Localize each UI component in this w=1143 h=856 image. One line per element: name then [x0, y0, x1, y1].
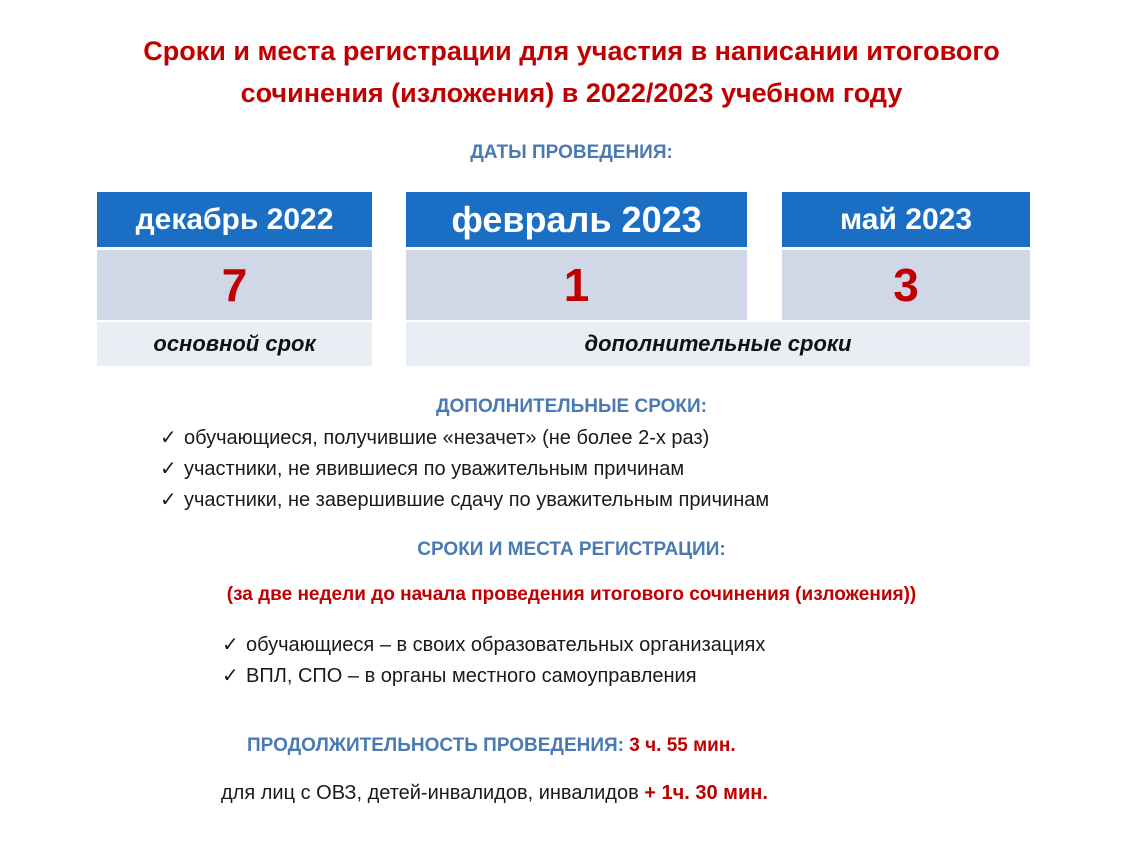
dates-heading: ДАТЫ ПРОВЕДЕНИЯ:	[470, 142, 673, 163]
date-month: май 2023	[782, 192, 1030, 247]
registration-heading: СРОКИ И МЕСТА РЕГИСТРАЦИИ:	[417, 539, 726, 560]
date-box-may	[782, 192, 1030, 320]
list-item: ✓ обучающиеся, получившие «незачет» (не более 2-х раз)	[160, 423, 769, 454]
main-term-note: основной срок	[97, 322, 372, 366]
date-box-february	[406, 192, 747, 320]
check-icon: ✓	[222, 665, 239, 687]
date-day: 3	[782, 250, 1030, 320]
check-icon: ✓	[222, 634, 239, 656]
additional-terms-note: дополнительные сроки	[406, 322, 1030, 366]
duration-line	[247, 735, 736, 757]
date-box-december	[97, 192, 372, 320]
duration-value: 3 ч. 55 мин.	[629, 735, 736, 756]
duration-extra-line	[221, 782, 768, 805]
date-day: 7	[97, 250, 372, 320]
check-icon: ✓	[160, 427, 177, 449]
title-line-2: сочинения (изложения) в 2022/2023 учебном году	[240, 78, 903, 108]
registration-list	[222, 630, 765, 692]
page-title	[40, 30, 1103, 114]
duration-extra-value: + 1ч. 30 мин.	[644, 782, 768, 804]
additional-heading: ДОПОЛНИТЕЛЬНЫЕ СРОКИ:	[435, 396, 708, 417]
date-day: 1	[406, 250, 747, 320]
additional-list	[160, 423, 769, 516]
check-icon: ✓	[160, 489, 177, 511]
check-icon: ✓	[160, 458, 177, 480]
registration-subheading: (за две недели до начала проведения итогового сочинения (изложения))	[226, 584, 917, 605]
date-month: декабрь 2022	[97, 192, 372, 247]
title-line-1: Сроки и места регистрации для участия в написании итогового	[143, 36, 1000, 66]
duration-extra-text: для лиц с ОВЗ, детей-инвалидов, инвалидов	[221, 782, 639, 804]
list-item: ✓ участники, не явившиеся по уважительным причинам	[160, 454, 769, 485]
list-item: ✓ участники, не завершившие сдачу по уважительным причинам	[160, 485, 769, 516]
date-month: февраль 2023	[406, 192, 747, 247]
list-item: ✓ ВПЛ, СПО – в органы местного самоуправления	[222, 661, 765, 692]
duration-label: ПРОДОЛЖИТЕЛЬНОСТЬ ПРОВЕДЕНИЯ:	[247, 735, 624, 756]
list-item: ✓ обучающиеся – в своих образовательных организациях	[222, 630, 765, 661]
